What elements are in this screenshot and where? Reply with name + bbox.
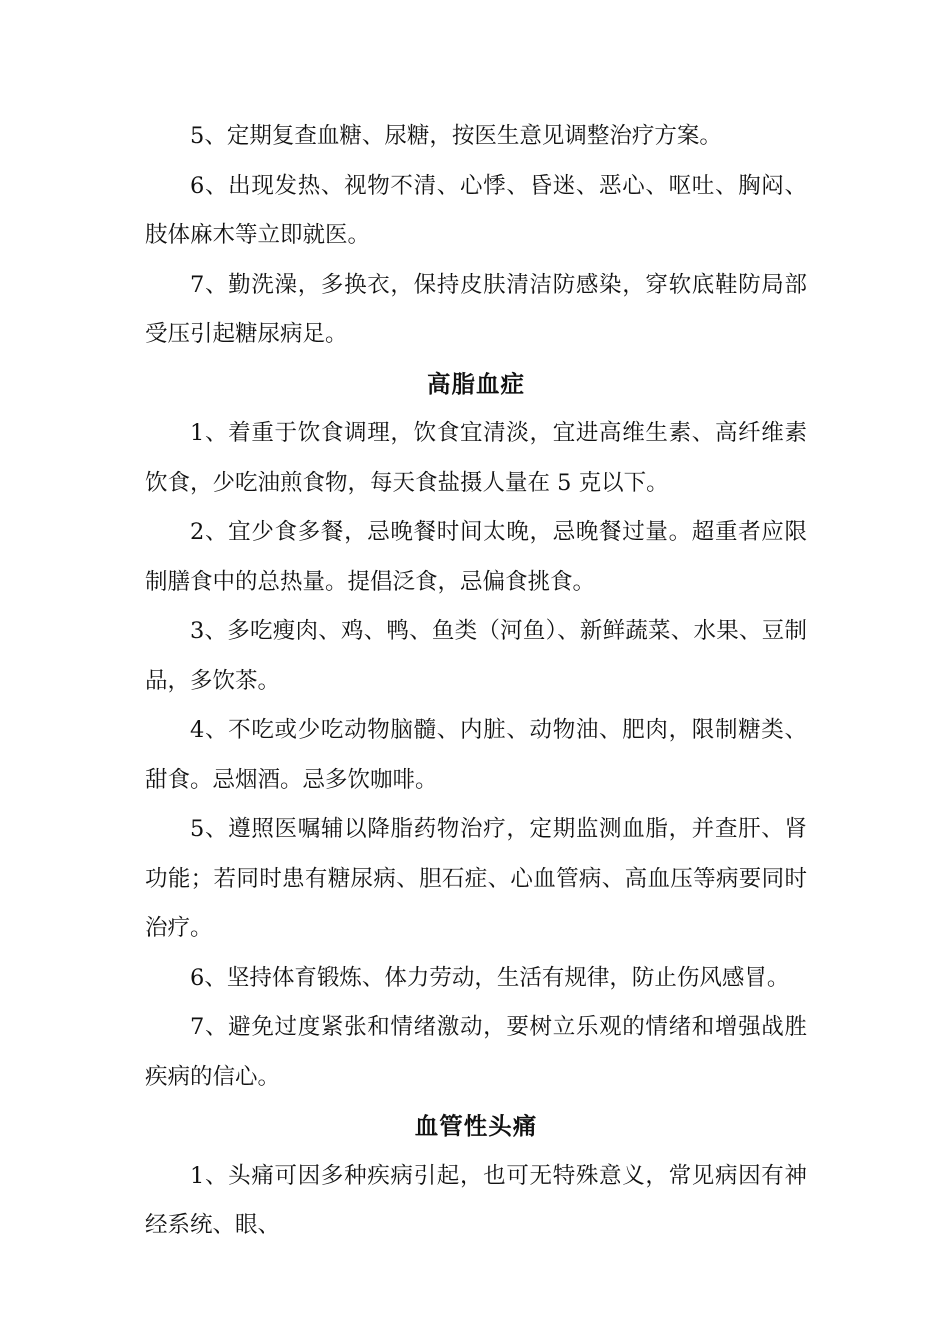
paragraph-diabetes-7: 7、勤洗澡，多换衣，保持皮肤清洁防感染，穿软底鞋防局部受压引起糖尿病足。 [145, 271, 807, 347]
paragraph-hyperlipidemia-5: 5、遵照医嘱辅以降脂药物治疗，定期监测血脂，并查肝、肾功能；若同时患有糖尿病、胆石症、心血管病、高血压等病要同时治疗。 [145, 816, 807, 941]
paragraph-hyperlipidemia-2: 2、宜少食多餐，忌晚餐时间太晚，忌晚餐过量。超重者应限制膳食中的总热量。提倡泛食，忌偏食挑食。 [145, 519, 807, 595]
paragraph-hyperlipidemia-6: 6、坚持体育锻炼、体力劳动，生活有规律，防止伤风感冒。 [190, 964, 790, 991]
paragraph-hyperlipidemia-4: 4、不吃或少吃动物脑髓、内脏、动物油、肥肉，限制糖类、甜食。忌烟酒。忌多饮咖啡。 [145, 717, 807, 793]
paragraph-hyperlipidemia-3: 3、多吃瘦肉、鸡、鸭、鱼类（河鱼）、新鲜蔬菜、水果、豆制品，多饮茶。 [145, 618, 807, 694]
paragraph-hyperlipidemia-7: 7、避免过度紧张和情绪激动，要树立乐观的情绪和增强战胜疾病的信心。 [145, 1014, 807, 1090]
section-title-hyperlipidemia: 高脂血症 [427, 369, 525, 398]
paragraph-diabetes-5: 5、定期复查血糖、尿糖，按医生意见调整治疗方案。 [190, 123, 722, 149]
paragraph-headache-1: 1、头痛可因多种疾病引起，也可无特殊意义，常见病因有神经系统、眼、 [145, 1162, 807, 1238]
paragraph-diabetes-6: 6、出现发热、视物不清、心悸、昏迷、恶心、呕吐、胸闷、肢体麻木等立即就医。 [145, 172, 807, 248]
document-body [145, 112, 807, 1251]
section-title-vascular-headache: 血管性头痛 [414, 1112, 538, 1140]
paragraph-hyperlipidemia-1: 1、着重于饮食调理，饮食宜清淡，宜进高维生素、高纤维素饮食，少吃油煎食物，每天食盐摄人量在 5 克以下。 [145, 420, 807, 496]
